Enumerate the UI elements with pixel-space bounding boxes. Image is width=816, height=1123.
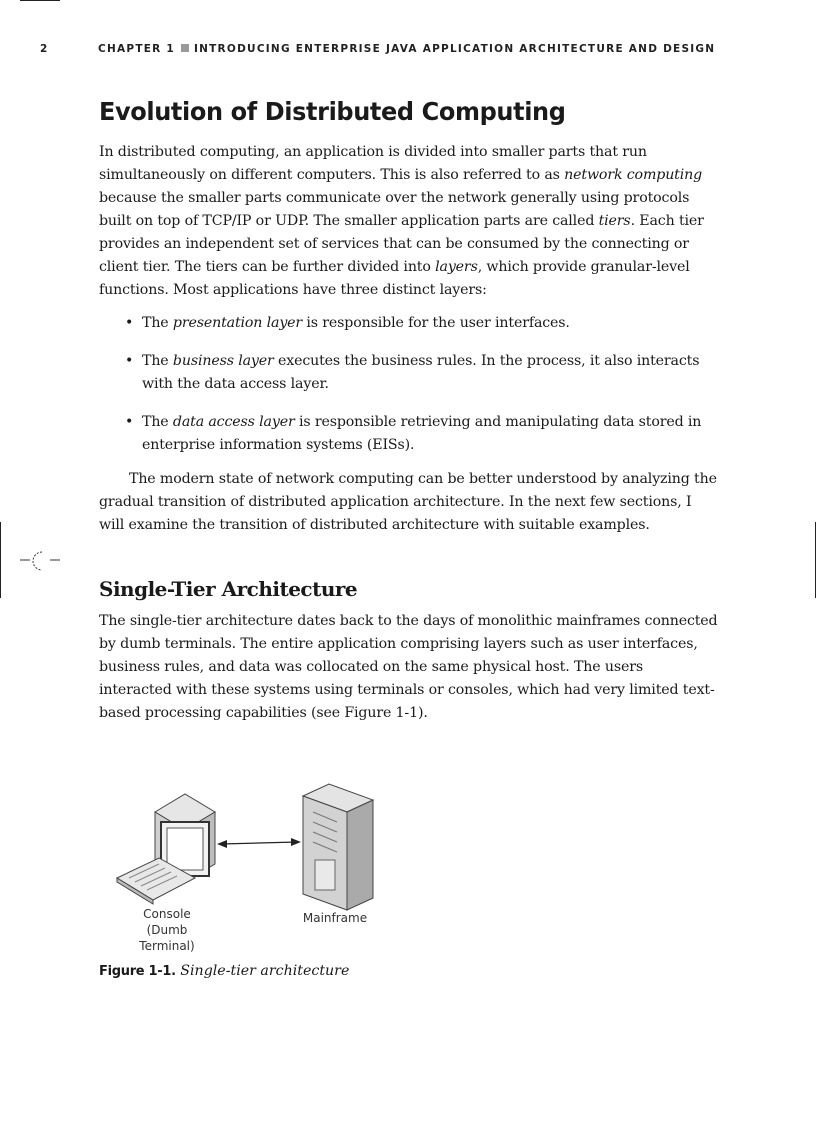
console-icon (117, 794, 215, 904)
console-sublabel: (Dumb Terminal) (139, 923, 195, 953)
page-body (99, 92, 719, 725)
section-heading: Evolution of Distributed Computing (99, 97, 566, 126)
mainframe-label: Mainframe (302, 911, 368, 925)
separator-square-icon (181, 44, 189, 52)
list-item: • The business layer executes the business rules. In the process, it also interacts with the data access layer. (125, 353, 700, 392)
subsection-heading: Single-Tier Architecture (99, 577, 358, 601)
list-item: • The data access layer is responsible retrieving and manipulating data stored in enterprise information systems (EISs). (125, 414, 702, 453)
registration-mark-icon (20, 548, 64, 578)
connection-arrow-icon (217, 838, 301, 848)
running-header (40, 43, 715, 55)
crop-mark-top (20, 0, 60, 1)
figure-caption-label: Figure 1-1. (99, 964, 176, 979)
figure-single-tier (99, 782, 389, 953)
single-tier-paragraph: The single-tier architecture dates back to the days of monolithic mainframes connected by dumb terminals. The entire application comprising layers such as user interfaces, business rules, and data was collocated on the same physical host. The users interacted with these systems using terminals or consoles, which had very limited text-based processing capabilities (see Figure 1-1). (99, 613, 718, 721)
intro-paragraph: In distributed computing, an application is divided into smaller parts that run simultaneously on different computers. This is also referred to as network computing because the smaller parts communicate over the network generally using protocols built on top of TCP/IP or UDP. The smaller application parts are called tiers. Each tier provides an independent set of services that can be consumed by the connecting or client tier. The tiers can be further divided into layers, which provide granular-level functions. Most applications have three distinct layers: (99, 144, 704, 298)
chapter-label: CHAPTER 1 (98, 43, 175, 55)
page-number: 2 (40, 43, 49, 55)
figure-caption-text: Single-tier architecture (180, 963, 350, 979)
crop-line-left (0, 522, 1, 598)
layers-list (99, 312, 719, 457)
transition-paragraph: The modern state of network computing can be better understood by analyzing the gradual transition of distributed application architecture. In the next few sections, I will examine the transition of distributed architecture with suitable examples. (99, 471, 717, 533)
console-label: Console (143, 907, 191, 921)
mainframe-icon (303, 784, 373, 910)
list-item: • The presentation layer is responsible for the user interfaces. (125, 315, 570, 331)
chapter-title: INTRODUCING ENTERPRISE JAVA APPLICATION ARCHITECTURE AND DESIGN (193, 43, 716, 55)
figure-caption (99, 963, 349, 979)
